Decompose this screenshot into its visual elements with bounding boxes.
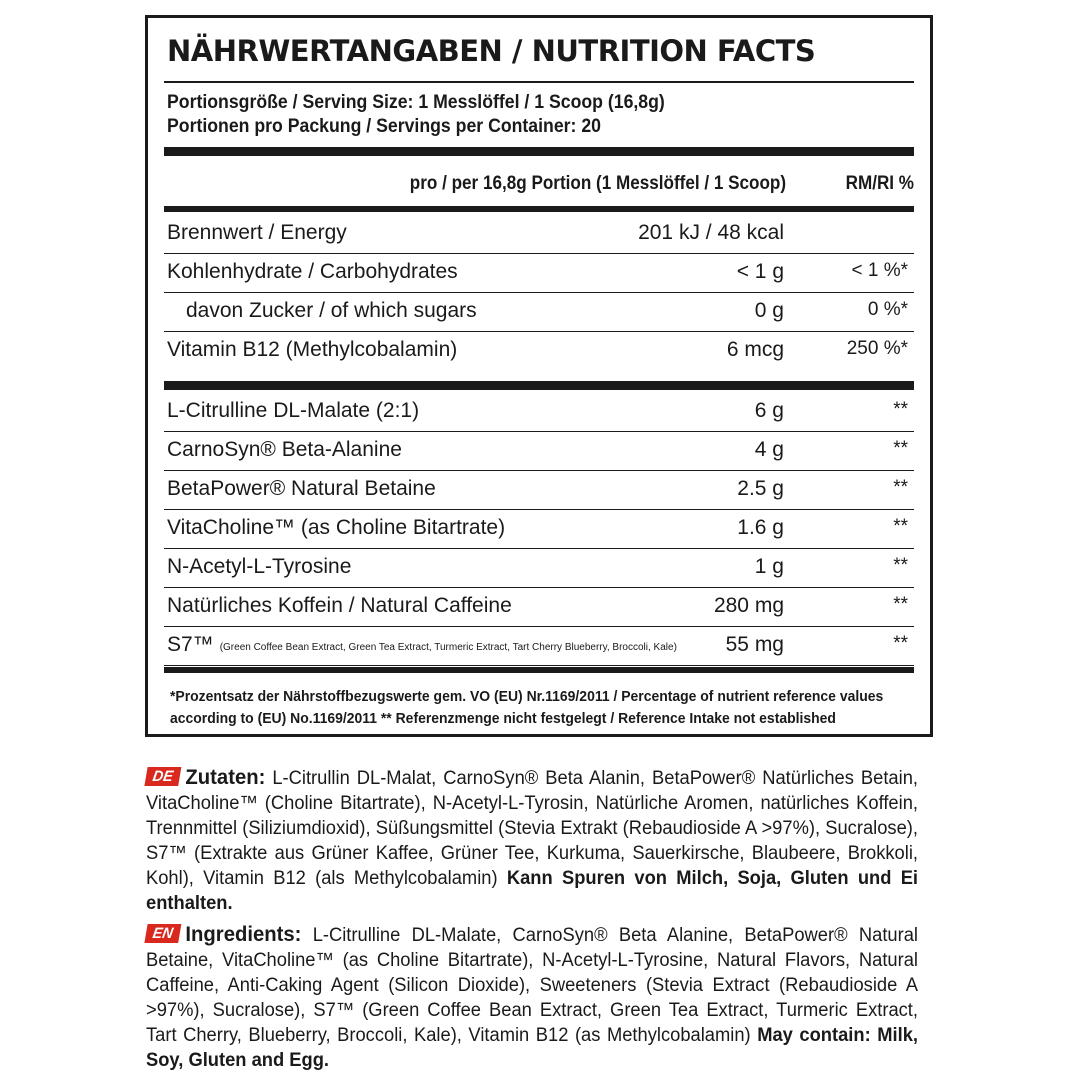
active-rm: ** <box>893 516 908 537</box>
thick-divider-top <box>164 147 914 156</box>
nutrient-rm: 0 %* <box>867 299 908 320</box>
flag-de-badge: DE <box>144 767 181 786</box>
active-row-caffeine <box>164 588 914 627</box>
footnote-line-1: *Prozentsatz der Nährstoffbezugswerte gem. VO (EU) Nr.1169/2011 / Percentage of nutrient reference values <box>170 688 884 705</box>
ingredients-de <box>146 765 918 916</box>
active-row-beta-alanine <box>164 432 914 471</box>
servings-per-container: Portionen pro Packung / Servings per Container: 20 <box>167 116 601 137</box>
active-rm: ** <box>893 555 908 576</box>
ingredients-en <box>146 922 918 1073</box>
nutrient-rm: < 1 %* <box>851 260 908 281</box>
active-amount: 6 g <box>754 399 784 422</box>
nutrient-row-sugars <box>164 293 914 332</box>
allergens-de: Kann Spuren von Milch, Soja, Gluten und Ei enthalten. <box>146 868 919 914</box>
ingredients-en-heading: Ingredients: <box>185 923 302 946</box>
active-amount: 1.6 g <box>737 516 784 539</box>
active-row-betaine <box>164 471 914 510</box>
flag-en-badge: EN <box>144 924 181 943</box>
header-divider <box>164 206 914 212</box>
active-rm: ** <box>893 594 908 615</box>
nutrition-facts-panel <box>145 15 933 737</box>
nutrient-amount: < 1 g <box>736 260 784 283</box>
active-row-s7 <box>164 627 914 666</box>
active-row-citrulline <box>164 393 914 432</box>
active-row-choline <box>164 510 914 549</box>
ingredients-de-heading: Zutaten: <box>185 766 266 789</box>
active-amount: 2.5 g <box>737 477 784 500</box>
serving-info <box>167 91 665 139</box>
active-row-tyrosine <box>164 549 914 588</box>
active-name: CarnoSyn® Beta-Alanine <box>167 438 402 461</box>
active-name: VitaCholine™ (as Choline Bitartrate) <box>167 516 506 539</box>
allergens-en: May contain: Milk, Soy, Gluten and Egg. <box>146 1025 918 1071</box>
nutrient-name: Kohlenhydrate / Carbohydrates <box>167 260 458 283</box>
active-rm: ** <box>893 438 908 459</box>
thick-divider-bottom <box>164 667 914 673</box>
active-amount: 1 g <box>754 555 784 578</box>
active-name: S7™ <box>167 633 214 656</box>
active-name: BetaPower® Natural Betaine <box>167 477 436 500</box>
ingredients-de-text: L-Citrullin DL-Malat, CarnoSyn® Beta Alanin, BetaPower® Natürliches Betain, VitaCholine™ (Choline Bitartrate), N-Acetyl-L-Tyrosin, Natürliche Aromen, natürliches Koffein, Trennmittel (Siliziumdioxid), Süßungsmittel (Stevia Extrakt (Rebaudioside A >97%), Sucralose), S7™ (Extrakte aus Grüner Kaffee, Grüner Tee, Kurkuma, Sauerkirsche, Blaubeere, Brokkoli, Kohl), Vitamin B12 (als Methylcobalamin) <box>146 768 918 889</box>
active-name: N-Acetyl-L-Tyrosine <box>167 555 352 578</box>
column-header-amount: pro / per 16,8g Portion (1 Messlöffel / 1 Scoop) <box>409 173 786 194</box>
active-rm: ** <box>893 399 908 420</box>
active-amount: 280 mg <box>713 594 784 617</box>
nutrient-amount: 0 g <box>754 299 784 322</box>
active-amount: 55 mg <box>725 633 784 656</box>
nutrient-amount: 6 mcg <box>726 338 784 361</box>
nutrient-rm: 250 %* <box>846 338 908 359</box>
serving-size: Portionsgröße / Serving Size: 1 Messlöffel / 1 Scoop (16,8g) <box>167 92 665 113</box>
footnote-line-2: according to (EU) No.1169/2011 ** Referenzmenge nicht festgelegt / Reference Intake not established <box>170 710 836 727</box>
active-name: L-Citrulline DL-Malate (2:1) <box>167 399 420 422</box>
nutrient-row-energy <box>164 215 914 254</box>
panel-title: NÄHRWERTANGABEN / NUTRITION FACTS <box>167 34 816 68</box>
thick-divider-middle <box>164 381 914 390</box>
active-rm: ** <box>893 633 908 654</box>
ingredients-en-text: L-Citrulline DL-Malate, CarnoSyn® Beta Alanine, BetaPower® Natural Betaine, VitaCholine™ (as Choline Bitartrate), N-Acetyl-L-Tyrosine, Natural Flavors, Natural Caffeine, Anti-Caking Agent (Silicon Dioxide), Sweeteners (Stevia Extract (Rebaudioside A >97%), Sucralose), S7™ (Green Coffee Bean Extract, Green Tea Extract, Turmeric Extract, Tart Cherry, Blueberry, Broccoli, Kale), Vitamin B12 (as Methylcobalamin) <box>146 925 919 1046</box>
active-amount: 4 g <box>754 438 784 461</box>
title-divider <box>164 81 914 83</box>
nutrient-row-vitamin-b12 <box>164 332 914 371</box>
active-note: (Green Coffee Bean Extract, Green Tea Extract, Turmeric Extract, Tart Cherry Blueberry, Broccoli, Kale) <box>219 642 677 653</box>
nutrient-name: davon Zucker / of which sugars <box>186 299 477 322</box>
column-header-rm: RM/RI % <box>845 173 914 194</box>
nutrient-name: Vitamin B12 (Methylcobalamin) <box>167 338 458 361</box>
active-name: Natürliches Koffein / Natural Caffeine <box>167 594 512 617</box>
nutrient-amount: 201 kJ / 48 kcal <box>638 221 784 244</box>
nutrient-row-carbohydrates <box>164 254 914 293</box>
footnote <box>170 686 883 730</box>
nutrient-name: Brennwert / Energy <box>167 221 347 244</box>
active-rm: ** <box>893 477 908 498</box>
active-name-wrapper <box>167 633 677 657</box>
